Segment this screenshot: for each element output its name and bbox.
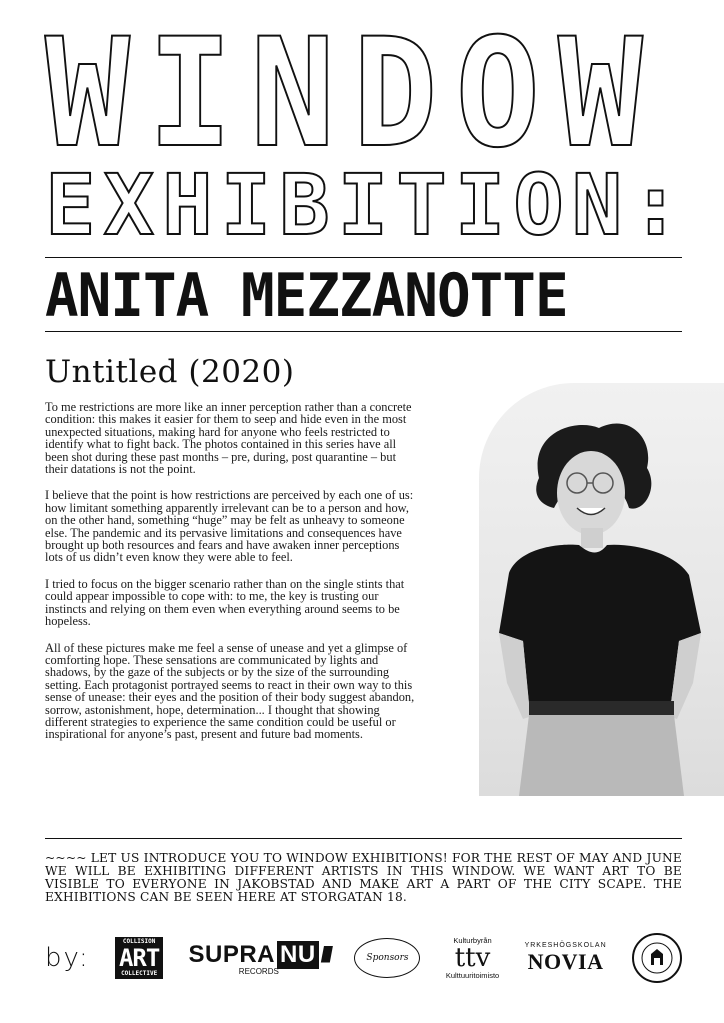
- exhibition-title-window: [45, 7, 643, 181]
- title-letter: H: [162, 156, 213, 254]
- title-letter: B: [279, 156, 330, 254]
- title-letter: I: [147, 7, 233, 181]
- exhibition-title-exhibition: [45, 156, 681, 254]
- supranu-records-logo: SUPRA NU //// RECORDS: [188, 940, 330, 976]
- artwork-title: Untitled (2020): [45, 354, 295, 390]
- title-letter: I: [337, 156, 389, 254]
- kulturbyran-logo: Kulturbyrån ttv Kulttuuritoimisto: [445, 936, 500, 980]
- title-letter: D: [352, 7, 438, 181]
- statement-paragraph: I tried to focus on the bigger scenario rather than on the single stints that could appear impossible to cope with: to me, the key is trusting our instincts and relying on them even when everything around seems to be hopeless.: [45, 576, 405, 629]
- sponsors-logo: Sponsors: [354, 938, 420, 978]
- by-label: by:: [45, 943, 90, 973]
- divider: [45, 257, 682, 258]
- sponsor-logos: [45, 928, 682, 988]
- statement-paragraph: To me restrictions are more like an inner perception rather than a concrete condition: this makes it easier for them to seep and hide even in the most unexpected situations, making hard for anyone who feels restricted to identify what to fight back. The photos contained in this series have all been shot during these past months – pre, during, post quarantine – but their datations is not the point.: [45, 400, 412, 477]
- novia-logo: YRKESHÖGSKOLAN NOVIA: [524, 941, 607, 974]
- seal-logo: [632, 933, 682, 983]
- statement-paragraph: All of these pictures make me feel a sense of unease and yet a glimpse of comforting hope. These sensations are communicated by lights and shadows, by the gaze of the subjects or by the size of the surrounding setting. Each protagonist portrayed seems to react in their own way to this sense of unease: their eyes and the position of their body suggest abandon, sorrow, astonishment, hope, determination... I thought that showing different strategies to experience the same condition could be useful or inspirational for anyone’s past, present and future bad moments.: [45, 640, 415, 742]
- statement-paragraph: I believe that the point is how restrictions are perceived by each one of us: how limitant something apparently irrelevant can be to a person and how, on the other hand, something “huge” may be felt as unheavy to someone else. The pandemic and its pervasive limitations and consequences have brought up both resources and fears and have awaken inner perceptions lots of us didn’t even know they were able to feel.: [45, 488, 414, 565]
- title-letter: E: [45, 156, 96, 254]
- title-letter: W: [45, 7, 130, 181]
- title-letter: I: [454, 156, 506, 254]
- title-letter: :: [630, 156, 681, 254]
- title-letter: N: [571, 156, 623, 254]
- title-letter: I: [220, 156, 272, 254]
- artist-statement: [45, 401, 417, 755]
- collision-art-collective-logo: COLLISION ART COLLECTIVE: [115, 937, 163, 979]
- title-letter: O: [513, 156, 564, 254]
- title-letter: X: [103, 156, 155, 254]
- title-letter: N: [250, 7, 336, 181]
- title-letter: W: [557, 7, 643, 181]
- artist-name: ANITA MEZZANOTTE: [45, 261, 568, 331]
- exhibition-intro: ~~~~ LET US INTRODUCE YOU TO WINDOW EXHIBITIONS! FOR THE REST OF MAY AND JUNE WE WILL BE EXHIBITING DIFFERENT ARTISTS IN THIS WINDOW. WE WANT ART TO BE VISIBLE TO EVERYONE IN JAKOBSTAD AND MAKE ART A PART OF THE CITY SCAPE. THE EXHIBITIONS CAN BE SEEN HERE AT STORGATAN 18.: [45, 851, 682, 904]
- title-letter: T: [396, 156, 447, 254]
- artist-portrait: [479, 383, 724, 796]
- portrait-illustration: [479, 383, 724, 796]
- seal-icon: [640, 941, 674, 975]
- title-letter: O: [455, 7, 541, 181]
- divider: [45, 331, 682, 332]
- divider: [45, 838, 682, 839]
